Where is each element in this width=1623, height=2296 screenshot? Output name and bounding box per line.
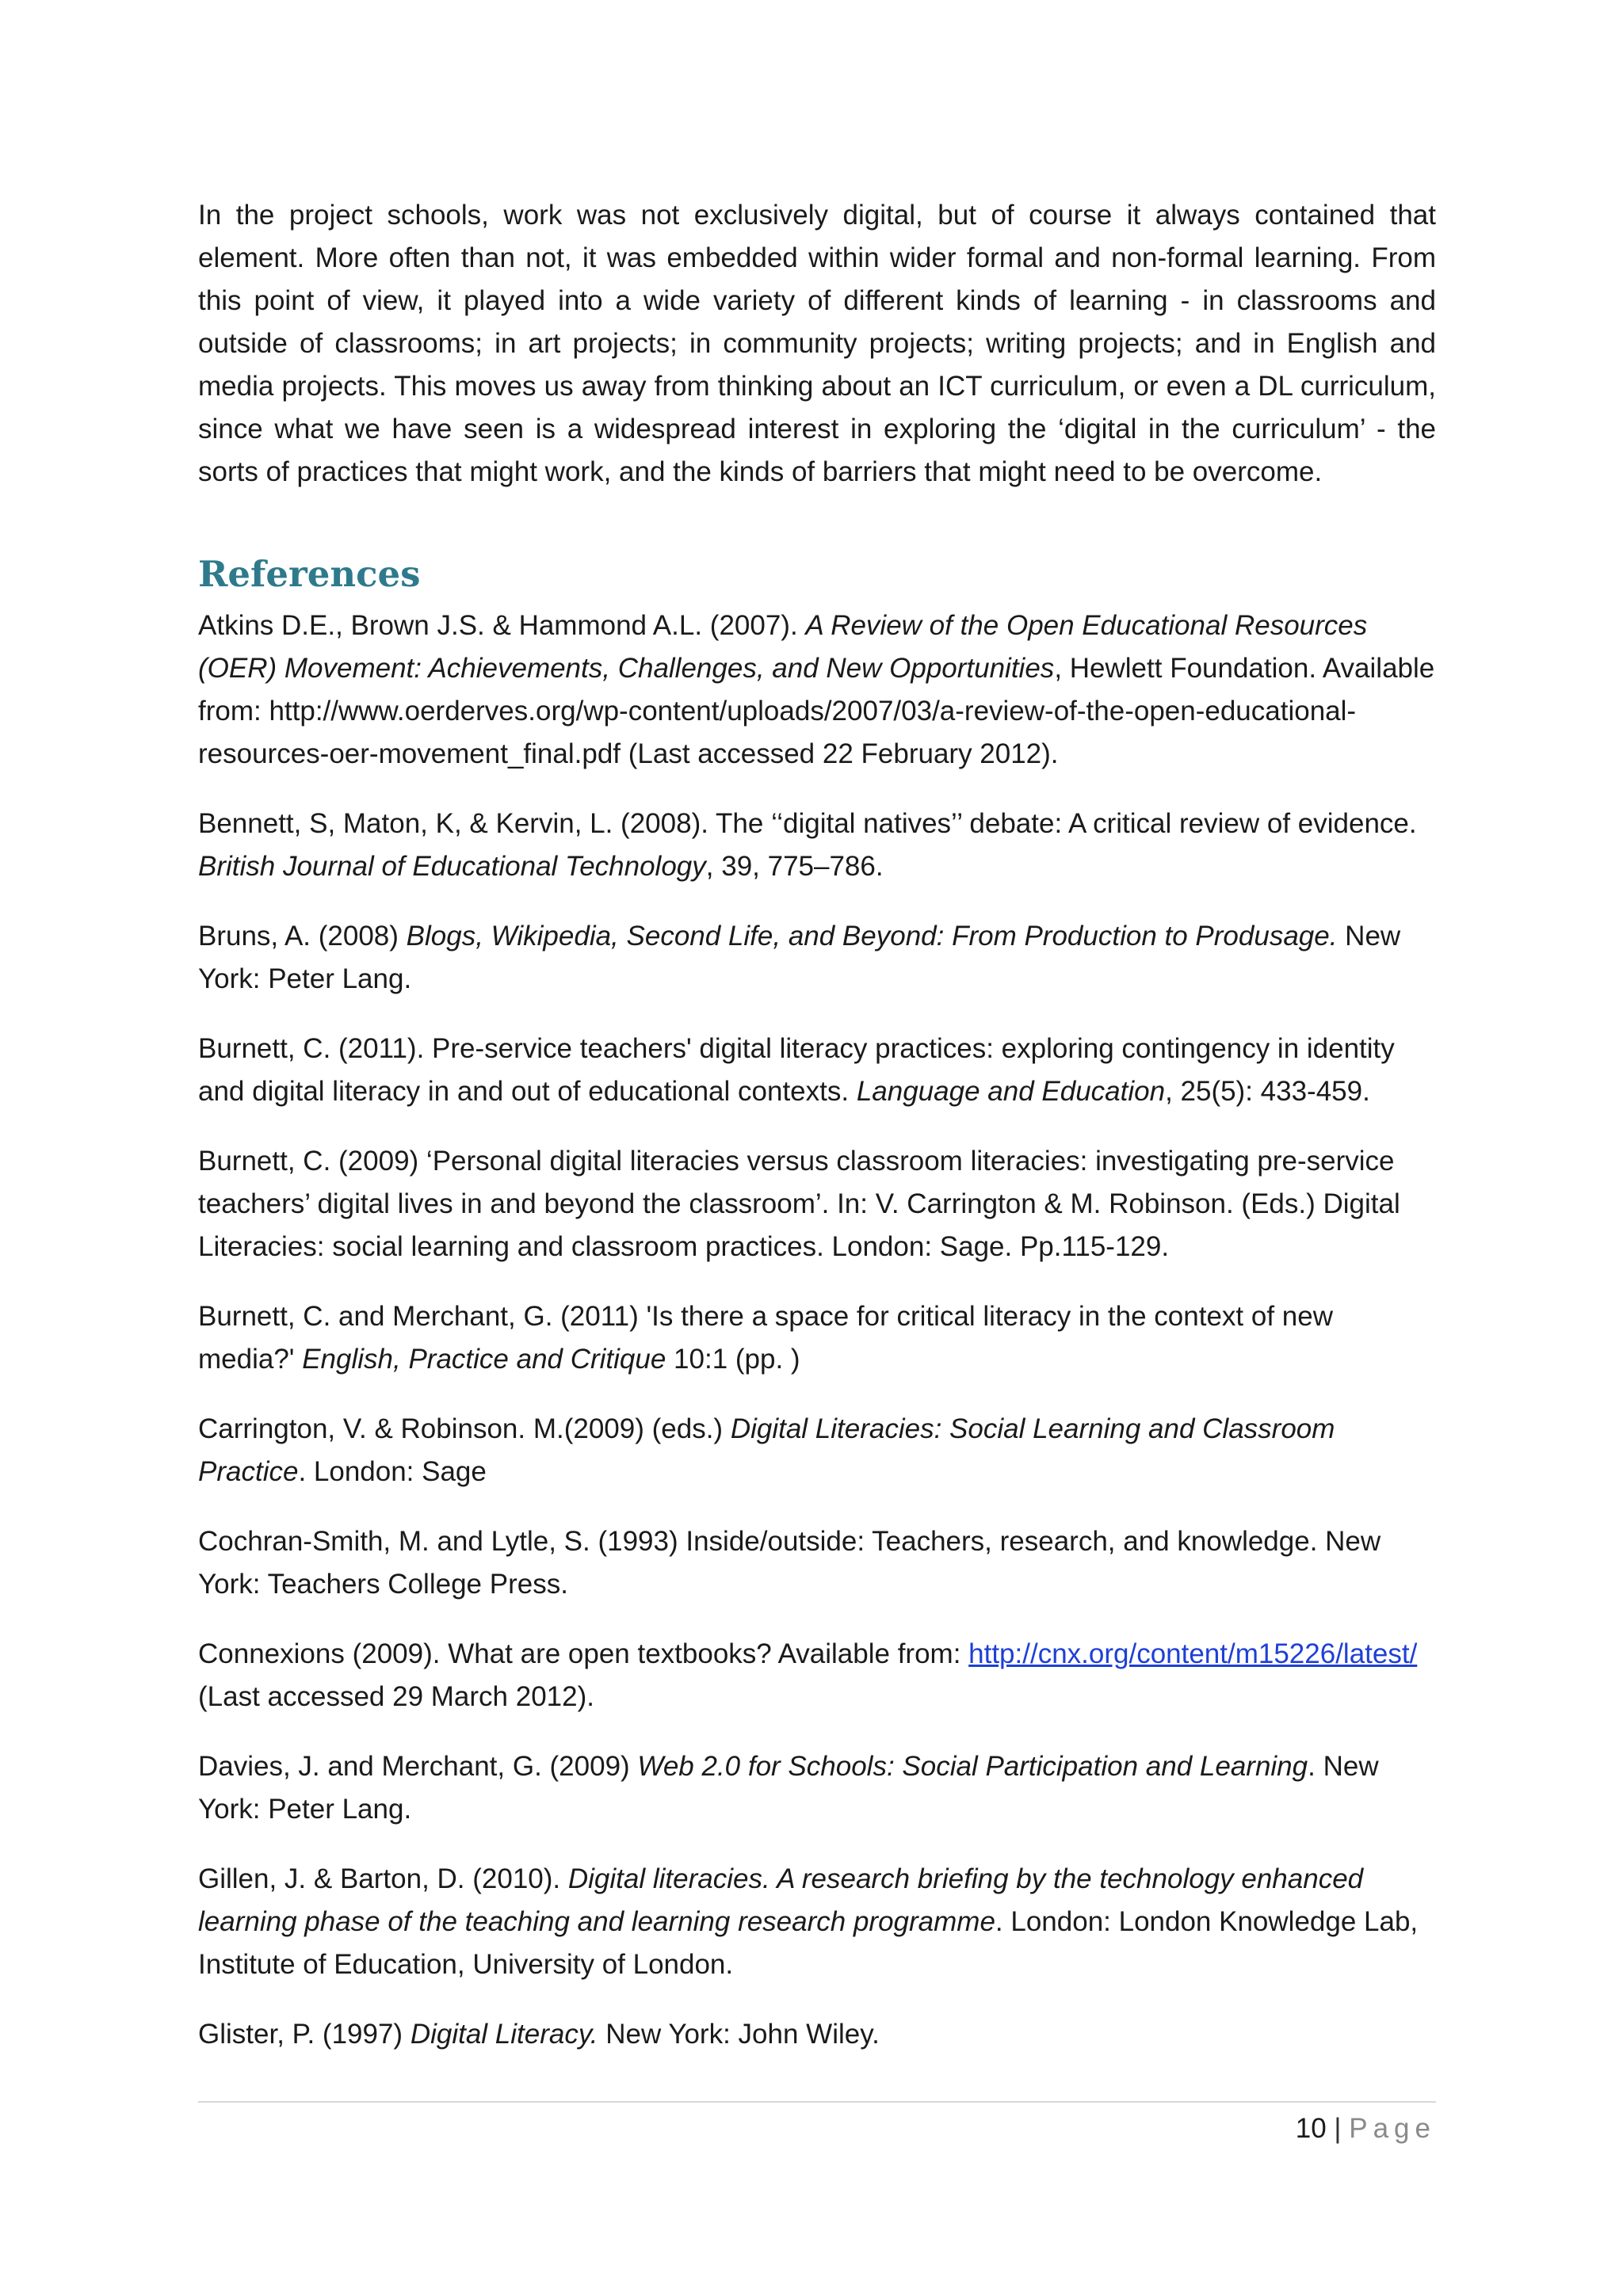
reference-glister-1997: Glister, P. (1997) Digital Literacy. New York: John Wiley. xyxy=(198,2019,880,2050)
reference-bennett-2008: Bennett, S, Maton, K, & Kervin, L. (2008). The ‘‘digital natives’’ debate: A critical review of evidence. British Journal of Educational Technology, 39, 775–786. xyxy=(198,808,1417,882)
references-heading: References xyxy=(198,553,421,595)
page-footer xyxy=(198,2111,1436,2147)
reference-atkins-2007: Atkins D.E., Brown J.S. & Hammond A.L. (2007). A Review of the Open Educational Resources (OER) Movement: Achievements, Challenges, and New Opportunities, Hewlett Foundation. Available from: http://www.oerderves.org/wp-content/uploads/2007/03/a-review-of-the-open-educational-resources-oer-movement_final.pdf (Last accessed 22 February 2012). xyxy=(198,610,1435,769)
footer-divider xyxy=(198,2101,1436,2103)
document-page xyxy=(198,194,1436,2083)
reference-burnett-merchant-2011: Burnett, C. and Merchant, G. (2011) 'Is there a space for critical literacy in the context of new media?' English, Practice and Critique 10:1 (pp. ) xyxy=(198,1301,1333,1375)
reference-burnett-2009: Burnett, C. (2009) ‘Personal digital literacies versus classroom literacies: investigating pre-service teachers’ digital lives in and beyond the classroom’. In: V. Carrington & M. Robinson. (Eds.) Digital Literacies: social learning and classroom practices. London: Sage. Pp.115-129. xyxy=(198,1146,1400,1262)
reference-burnett-2011: Burnett, C. (2011). Pre-service teachers' digital literacy practices: exploring contingency in identity and digital literacy in and out of educational contexts. Language and Education, 25(5): 433-459. xyxy=(198,1033,1395,1107)
intro-paragraph: In the project schools, work was not exclusively digital, but of course it always contained that element. More often than not, it was embedded within wider formal and non-formal learning. From this point of view, it played into a wide variety of different kinds of learning - in classrooms and outside of classrooms; in art projects; in community projects; writing projects; and in English and media projects. This moves us away from thinking about an ICT curriculum, or even a DL curriculum, since what we have seen is a widespread interest in exploring the ‘digital in the curriculum’ - the sorts of practices that might work, and the kinds of barriers that might need to be overcome. xyxy=(198,200,1436,487)
reference-gillen-2010: Gillen, J. & Barton, D. (2010). Digital literacies. A research briefing by the technology enhanced learning phase of the teaching and learning research programme. London: London Knowledge Lab, Institute of Education, University of London. xyxy=(198,1863,1419,1980)
connexions-link[interactable]: http://cnx.org/content/m15226/latest/ xyxy=(968,1638,1418,1669)
reference-davies-2009: Davies, J. and Merchant, G. (2009) Web 2.0 for Schools: Social Participation and Learning. New York: Peter Lang. xyxy=(198,1751,1379,1825)
reference-cochran-smith-1993: Cochran-Smith, M. and Lytle, S. (1993) Inside/outside: Teachers, research, and knowledge. New York: Teachers College Press. xyxy=(198,1526,1381,1600)
reference-connexions-2009: Connexions (2009). What are open textbooks? Available from: http://cnx.org/content/m15226/latest/ (Last accessed 29 March 2012). xyxy=(198,1638,1418,1712)
footer-separator: | xyxy=(1334,2113,1342,2144)
reference-bruns-2008: Bruns, A. (2008) Blogs, Wikipedia, Second Life, and Beyond: From Production to Produsage. New York: Peter Lang. xyxy=(198,921,1401,994)
page-number: 10 xyxy=(1295,2113,1327,2144)
page-label: Page xyxy=(1349,2113,1436,2144)
reference-carrington-2009: Carrington, V. & Robinson. M.(2009) (eds.) Digital Literacies: Social Learning and Classroom Practice. London: Sage xyxy=(198,1413,1335,1487)
